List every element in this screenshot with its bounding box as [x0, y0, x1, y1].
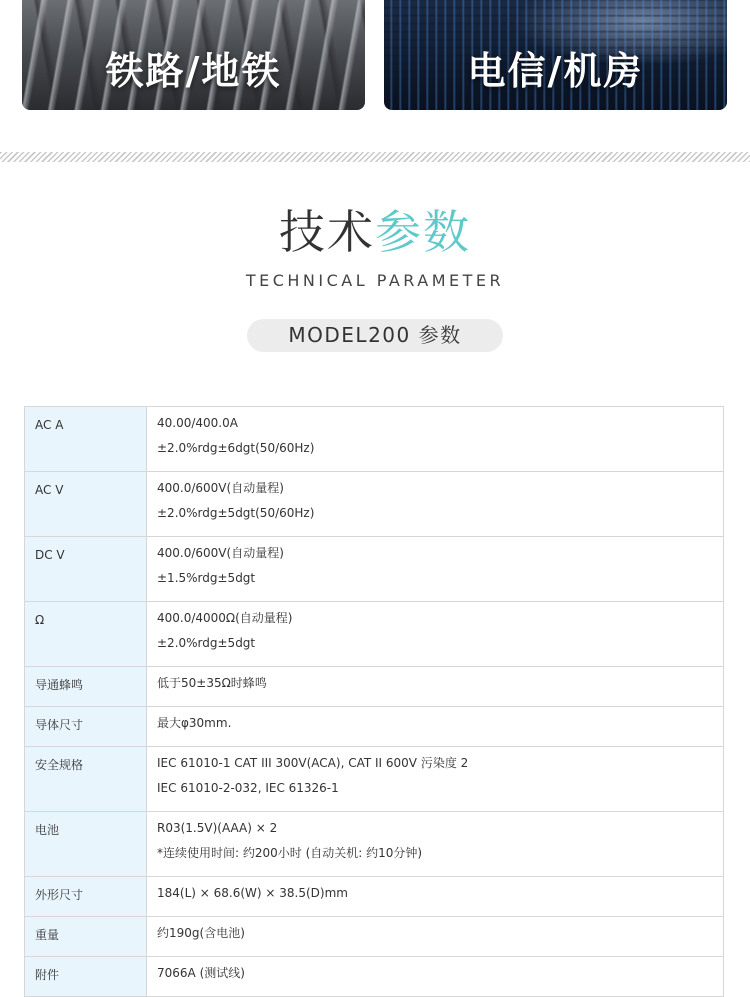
spec-label-cell: [25, 602, 147, 667]
table-row: [25, 537, 724, 602]
spec-value-cell: [147, 957, 724, 997]
model-badge: MODEL200 参数: [247, 319, 503, 352]
spec-value-line: 400.0/600V(自动量程): [157, 546, 284, 560]
banner-telecom-label: 电信/机房: [467, 49, 644, 93]
banner-telecom[interactable]: [384, 0, 727, 110]
table-row: [25, 877, 724, 917]
spec-label: 附件: [35, 968, 60, 982]
spec-label-cell: [25, 747, 147, 812]
spec-value-line: 184(L) × 68.6(W) × 38.5(D)mm: [157, 886, 348, 900]
banner-railway-label: 铁路/地铁: [105, 49, 282, 93]
spec-value-line: 最大φ30mm.: [157, 716, 232, 730]
hatched-divider: [0, 152, 750, 162]
spec-label: Ω: [35, 613, 45, 627]
spec-label: AC V: [35, 483, 64, 497]
table-row: [25, 602, 724, 667]
spec-value-line: R03(1.5V)(AAA) × 2: [157, 821, 278, 835]
table-row: [25, 472, 724, 537]
spec-value-line: 约190g(含电池): [157, 926, 245, 940]
spec-value-line: 低于50±35Ω时蜂鸣: [157, 676, 267, 690]
spec-value-cell: [147, 602, 724, 667]
section-title-accent: 参数: [375, 205, 471, 259]
table-row: [25, 407, 724, 472]
spec-value-line: 40.00/400.0A: [157, 416, 238, 430]
spec-value-cell: [147, 407, 724, 472]
spec-label-cell: [25, 917, 147, 957]
spec-value-line: IEC 61010-2-032, IEC 61326-1: [157, 781, 339, 795]
spec-label: 电池: [35, 823, 60, 837]
section-subtitle: TECHNICAL PARAMETER: [245, 271, 505, 290]
spec-value-cell: [147, 747, 724, 812]
spec-value-cell: [147, 812, 724, 877]
table-row: [25, 747, 724, 812]
spec-value-line: 400.0/4000Ω(自动量程): [157, 611, 293, 625]
spec-value-cell: [147, 917, 724, 957]
table-row: [25, 812, 724, 877]
spec-label: 导通蜂鸣: [35, 678, 84, 692]
spec-table: [24, 406, 724, 997]
spec-label-cell: [25, 472, 147, 537]
banner-railway[interactable]: [22, 0, 365, 110]
spec-value-line: ±2.0%rdg±5dgt(50/60Hz): [157, 506, 315, 520]
table-row: [25, 707, 724, 747]
spec-label: 安全规格: [35, 758, 84, 772]
spec-value-cell: [147, 537, 724, 602]
spec-label: AC A: [35, 418, 64, 432]
spec-label: 导体尺寸: [35, 718, 84, 732]
section-title-dark: 技术: [279, 205, 375, 259]
spec-label: 重量: [35, 928, 60, 942]
spec-value-cell: [147, 472, 724, 537]
spec-value-line: 7066A (测试线): [157, 966, 245, 980]
spec-value-line: 400.0/600V(自动量程): [157, 481, 284, 495]
spec-label-cell: [25, 707, 147, 747]
section-title: [0, 196, 750, 262]
spec-value-cell: [147, 667, 724, 707]
spec-label: DC V: [35, 548, 65, 562]
spec-value-line: *连续使用时间: 约200小时 (自动关机: 约10分钟): [157, 846, 423, 860]
spec-value-line: IEC 61010-1 CAT III 300V(ACA), CAT II 600V 污染度 2: [157, 756, 469, 770]
spec-label-cell: [25, 667, 147, 707]
spec-label-cell: [25, 812, 147, 877]
spec-label-cell: [25, 407, 147, 472]
spec-value-cell: [147, 707, 724, 747]
spec-label-cell: [25, 957, 147, 997]
table-row: [25, 667, 724, 707]
spec-value-cell: [147, 877, 724, 917]
spec-value-line: ±2.0%rdg±6dgt(50/60Hz): [157, 441, 315, 455]
spec-label: 外形尺寸: [35, 888, 84, 902]
spec-value-line: ±1.5%rdg±5dgt: [157, 571, 256, 585]
spec-label-cell: [25, 877, 147, 917]
table-row: [25, 917, 724, 957]
spec-label-cell: [25, 537, 147, 602]
table-row: [25, 957, 724, 997]
spec-value-line: ±2.0%rdg±5dgt: [157, 636, 256, 650]
